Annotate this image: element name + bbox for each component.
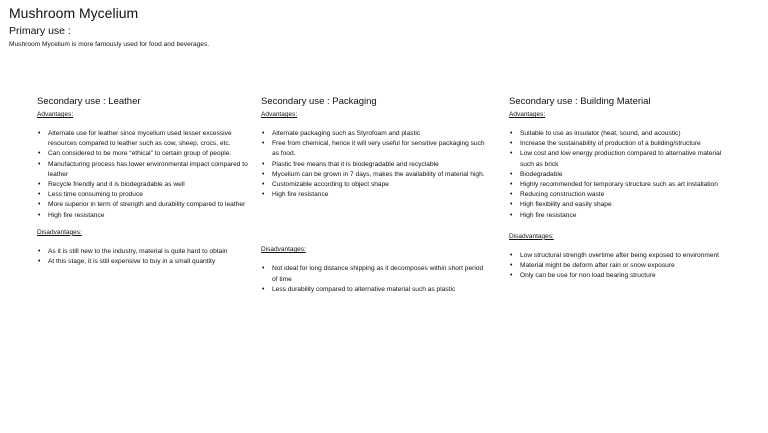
- disadvantages-list: [261, 264, 487, 295]
- list-item: • More superior in term of strength and durability compared to leather: [48, 200, 257, 210]
- list-item: • Low structural strength overtime after being exposed to environment: [520, 251, 735, 261]
- primary-use-text: Mushroom Mycelium is more famously used for food and beverages.: [9, 41, 210, 48]
- advantages-label: Advantages:: [37, 111, 74, 118]
- list-item: • Mycelium can be grown in 7 days, makes the availability of material high.: [272, 170, 487, 180]
- column-heading: Secondary use : Packaging: [261, 96, 377, 107]
- list-item: • Low cost and low energy production compared to alternative material such as brick: [520, 149, 735, 169]
- disadvantages-label: Disadvantages:: [37, 228, 82, 236]
- list-item: • High fire resistance: [48, 211, 257, 221]
- list-item: • Increase the sustainability of production of a building/structure: [520, 139, 735, 149]
- list-item: • High fire resistance: [520, 211, 735, 221]
- list-item: • Less durability compared to alternative material such as plastic: [272, 285, 487, 295]
- list-item: • Suitable to use as insulator (heat, sound, and acoustic): [520, 129, 735, 139]
- advantages-list: [37, 129, 257, 221]
- list-item: • Free from chemical, hence it will very useful for sensitive packaging such as food.: [272, 139, 487, 159]
- list-item: • Not ideal for long distance shipping as it decomposes within short period of time: [272, 264, 487, 284]
- column-heading: Secondary use : Leather: [37, 96, 141, 107]
- advantages-label: Advantages:: [261, 111, 298, 118]
- disadvantages-label: Disadvantages:: [261, 246, 306, 254]
- list-item: • Less time consuming to produce: [48, 190, 257, 200]
- list-item: • Reducing construction waste: [520, 190, 735, 200]
- list-item: • Recycle friendly and it is biodegradable as well: [48, 180, 257, 190]
- list-item: • High fire resistance: [272, 190, 487, 200]
- disadvantages-list: [509, 251, 735, 282]
- packaging-column: [261, 96, 487, 295]
- advantages-label: Advantages:: [509, 111, 546, 118]
- primary-use-heading: Primary use :: [9, 25, 71, 37]
- building-material-column: [509, 96, 735, 281]
- page-title: Mushroom Mycelium: [9, 5, 139, 21]
- list-item: • Biodegradable: [520, 170, 735, 180]
- list-item: • At this stage, it is still expensive to buy in a small quantity: [48, 257, 257, 267]
- advantages-list: [509, 129, 735, 221]
- advantages-list: [261, 129, 487, 200]
- list-item: • Alternate packaging such as Styrofoam and plastic: [272, 129, 487, 139]
- list-item: • Manufacturing process has lower environmental impact compared to leather: [48, 160, 257, 180]
- list-item: • As it is still new to the industry, material is quite hard to obtain: [48, 247, 257, 257]
- column-heading: Secondary use : Building Material: [509, 96, 651, 107]
- list-item: • High flexibility and easily shape: [520, 200, 735, 210]
- disadvantages-list: [37, 247, 257, 267]
- list-item: • Highly recommended for temporary structure such as art installation: [520, 180, 735, 190]
- list-item: • Can considered to be more “ethical” to certain group of people.: [48, 149, 257, 159]
- list-item: • Only can be use for non load bearing structure: [520, 271, 735, 281]
- list-item: • Plastic free means that it is biodegradable and recyclable: [272, 160, 487, 170]
- leather-column: [37, 96, 257, 267]
- disadvantages-label: Disadvantages:: [509, 232, 554, 240]
- list-item: • Material might be deform after rain or snow exposure: [520, 261, 735, 271]
- list-item: • Customizable according to object shape: [272, 180, 487, 190]
- list-item: • Alternate use for leather since mycelium used lesser excessive resources compared to leather such as cow, sheep, crocs, etc.: [48, 129, 257, 149]
